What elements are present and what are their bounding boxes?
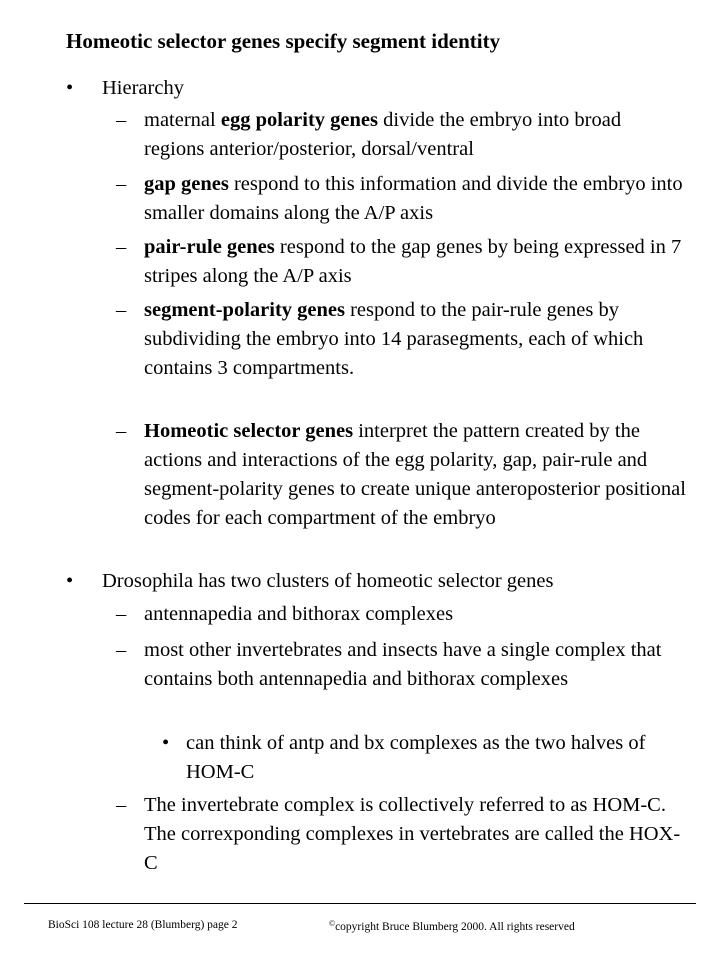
- footer-divider: [24, 903, 696, 904]
- dash-marker: –: [116, 639, 127, 661]
- item-text: [144, 233, 686, 291]
- footer-copyright: [329, 919, 575, 933]
- dash-marker: –: [116, 109, 127, 131]
- item-key-term: segment-polarity genes: [144, 299, 345, 321]
- dash-marker: –: [116, 299, 127, 321]
- item-body: interpret the pattern created by the actions and interactions of the egg polarity, gap, pair-rule and segment-polarity genes to create unique anteroposterior positional codes for each compartment of the embryo: [144, 420, 686, 529]
- item-text: [144, 417, 686, 533]
- dash-marker: –: [116, 794, 127, 816]
- item-body: Drosophila has two clusters of homeotic selector genes: [102, 570, 554, 592]
- item-text: [144, 106, 686, 164]
- item-body: antennapedia and bithorax complexes: [144, 603, 454, 625]
- item-body: respond to the pair-rule genes by subdividing the embryo into 14 parasegments, each of which contains 3 compartments.: [144, 299, 644, 379]
- item-body: Hierarchy: [102, 77, 184, 99]
- item-text: [144, 791, 686, 878]
- item-key-term: pair-rule genes: [144, 236, 275, 258]
- item-text-lead: maternal: [144, 109, 221, 131]
- dash-item: [116, 170, 686, 228]
- dash-item: [116, 417, 686, 533]
- dash-item: [116, 233, 686, 291]
- sub-bullet-item: [162, 729, 682, 787]
- item-body: divide the embryo into broad regions anterior/posterior, dorsal/ventral: [144, 109, 622, 160]
- item-key-term: egg polarity genes: [220, 109, 378, 131]
- item-key-term: Homeotic selector genes: [144, 420, 354, 442]
- item-key-term: gap genes: [144, 173, 229, 195]
- item-text: [102, 74, 676, 103]
- dash-item: [116, 106, 686, 164]
- dash-marker: –: [116, 420, 127, 442]
- item-text: [186, 729, 682, 787]
- footer-copyright-text: copyright Bruce Blumberg 2000. All rights reserved: [335, 921, 575, 933]
- copyright-symbol: ©: [329, 919, 336, 928]
- item-text: [102, 567, 676, 596]
- dash-item: [116, 600, 686, 629]
- bullet-marker: •: [66, 77, 74, 99]
- dash-marker: –: [116, 236, 127, 258]
- bullet-marker: •: [162, 732, 170, 754]
- bullet-marker: •: [66, 570, 74, 592]
- item-text: [144, 296, 686, 383]
- dash-item: [116, 296, 686, 383]
- dash-item: [116, 791, 686, 878]
- dash-marker: –: [116, 173, 127, 195]
- item-body: can think of antp and bx complexes as the two halves of HOM-C: [186, 732, 646, 783]
- item-text: [144, 600, 686, 629]
- item-text: [144, 636, 686, 694]
- bullet-item: [66, 74, 676, 103]
- footer-course-info: BioSci 108 lecture 28 (Blumberg) page 2: [48, 919, 238, 931]
- dash-item: [116, 636, 686, 694]
- item-body: respond to this information and divide the embryo into smaller domains along the A/P axis: [144, 173, 683, 224]
- item-text: [144, 170, 686, 228]
- dash-marker: –: [116, 603, 127, 625]
- bullet-item: [66, 567, 676, 596]
- page-title: Homeotic selector genes specify segment identity: [66, 29, 501, 53]
- item-body: most other invertebrates and insects have a single complex that contains both antennapedia and bithorax complexes: [144, 639, 662, 690]
- item-body: respond to the gap genes by being expressed in 7 stripes along the A/P axis: [144, 236, 682, 287]
- item-body: The invertebrate complex is collectively referred to as HOM-C. The correxponding complexes in vertebrates are called the HOX-C: [144, 794, 681, 874]
